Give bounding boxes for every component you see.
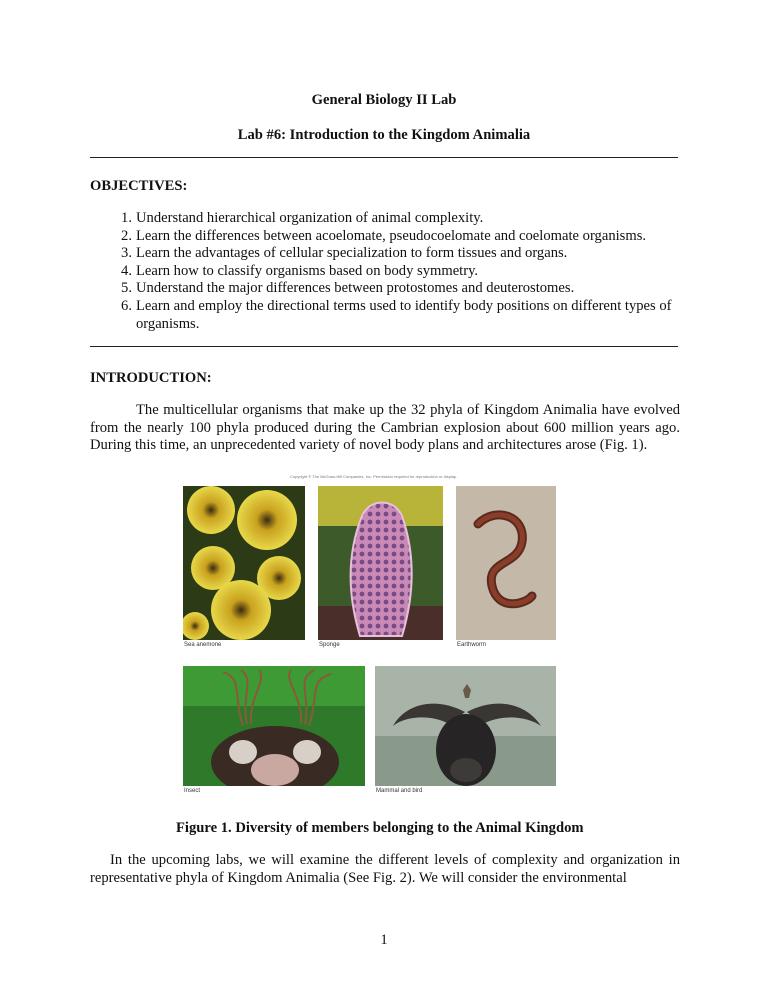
panel-caption: Earthworm	[457, 642, 487, 648]
list-item: 5. Understand the major differences between protostomes and deuterostomes.	[121, 280, 575, 297]
divider	[90, 157, 678, 158]
course-title: General Biology II Lab	[311, 92, 457, 108]
earthworm-image	[456, 486, 556, 640]
objectives-heading: OBJECTIVES:	[90, 178, 188, 194]
figure-caption: Figure 1. Diversity of members belonging to the Animal Kingdom	[176, 820, 584, 836]
panel-caption: Insect	[184, 788, 201, 794]
list-item: 4. Learn how to classify organisms based on body symmetry.	[121, 262, 479, 279]
insect-image	[183, 666, 365, 786]
list-item: 6. Learn and employ the directional terms used to identify body positions on different types of organisms.	[121, 297, 672, 332]
sea-anemone-image	[183, 486, 305, 640]
lab-title: Lab #6: Introduction to the Kingdom Animalia	[237, 127, 531, 143]
objectives-list	[90, 210, 680, 333]
buffalo-image	[375, 666, 556, 786]
list-item: 1. Understand hierarchical organization of animal complexity.	[121, 210, 484, 226]
intro-paragraph: The multicellular organisms that make up the 32 phyla of Kingdom Animalia have evolved from the nearly 100 phyla produced during the Cambrian explosion about 600 million years ago. During this time, an unprecedented variety of novel body plans and architectures arose (Fig. 1).	[90, 402, 680, 454]
list-item: 3. Learn the advantages of cellular specialization to form tissues and organs.	[121, 245, 568, 262]
panel-caption: Sea anemone	[184, 642, 222, 648]
page-number: 1	[380, 932, 388, 948]
panel-caption: Mammal and bird	[376, 788, 423, 794]
panel-caption: Sponge	[319, 642, 340, 648]
sponge-image	[318, 486, 443, 640]
copyright-notice: Copyright © The McGraw-Hill Companies, Inc. Permission required for reproduction or display.	[290, 474, 457, 479]
introduction-heading: INTRODUCTION:	[90, 370, 212, 386]
list-item: 2. Learn the differences between acoelomate, pseudocoelomate and coelomate organisms.	[121, 227, 647, 244]
divider	[90, 346, 678, 347]
body-paragraph: In the upcoming labs, we will examine the different levels of complexity and organization in representative phyla of Kingdom Animalia (See Fig. 2). We will consider the environmental	[90, 852, 680, 886]
